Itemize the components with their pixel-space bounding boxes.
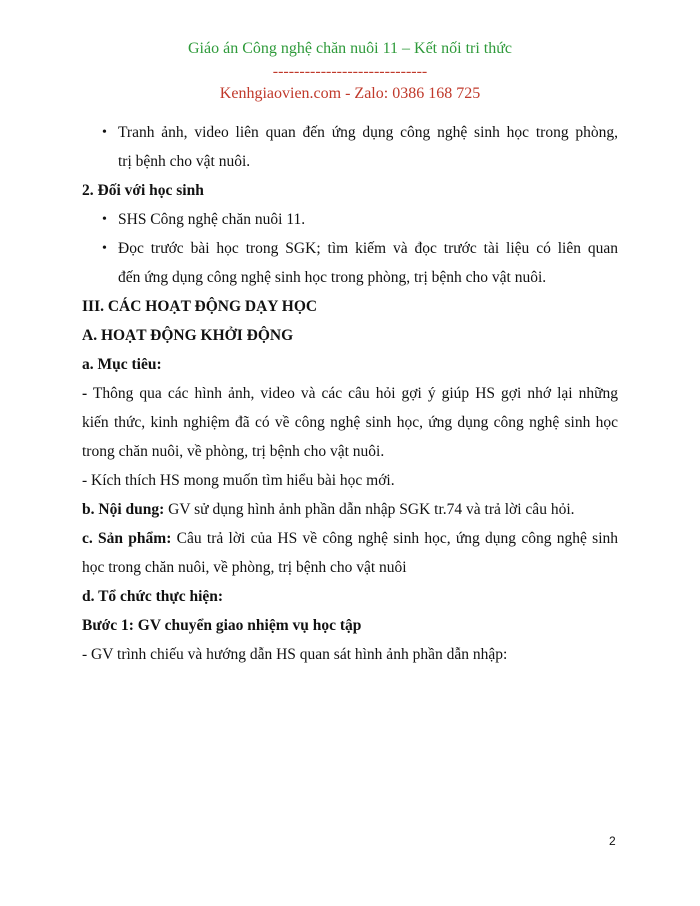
product-paragraph: c. Sản phẩm: Câu trả lời của HS về công nghệ sinh học, ứng dụng công nghệ sinh	[82, 530, 618, 547]
header-divider: -----------------------------	[272, 63, 428, 80]
bullet-item	[82, 234, 618, 263]
step-1-text: - GV trình chiếu và hướng dẫn HS quan sát hình ảnh phần dẫn nhập:	[82, 646, 508, 663]
document-header-title: Giáo án Công nghệ chăn nuôi 11 – Kết nối tri thức	[187, 40, 512, 57]
bullet-continuation: trị bệnh cho vật nuôi.	[118, 153, 251, 170]
product-paragraph-cont: học trong chăn nuôi, về phòng, trị bệnh cho vật nuôi	[82, 559, 407, 576]
bullet-item	[82, 205, 618, 234]
objective-item-2: - Kích thích HS mong muốn tìm hiểu bài học mới.	[82, 472, 395, 489]
bullet-icon: •	[102, 212, 107, 227]
objective-label: a. Mục tiêu:	[82, 356, 162, 373]
bullet-item	[82, 118, 618, 147]
organization-heading: d. Tổ chức thực hiện:	[82, 588, 224, 605]
page-number: 2	[609, 834, 616, 848]
bullet-icon: •	[102, 125, 107, 140]
header-website-contact: Kenhgiaovien.com - Zalo: 0386 168 725	[219, 85, 481, 102]
bullet-text: SHS Công nghệ chăn nuôi 11.	[118, 211, 306, 228]
document-body	[82, 118, 618, 669]
objective-paragraph-cont: trong chăn nuôi, về phòng, trị bệnh cho vật nuôi.	[82, 443, 385, 460]
objective-paragraph-cont: kiến thức, kinh nghiệm đã có về công nghệ sinh học, ứng dụng công nghệ sinh học	[82, 414, 618, 431]
section-heading-warmup: A. HOẠT ĐỘNG KHỞI ĐỘNG	[82, 327, 294, 344]
objective-paragraph: - Thông qua các hình ảnh, video và các câu hỏi gợi ý giúp HS gợi nhớ lại những	[82, 385, 618, 402]
content-paragraph: b. Nội dung: GV sử dụng hình ảnh phần dẫn nhập SGK tr.74 và trả lời câu hỏi.	[82, 501, 575, 518]
bullet-continuation: đến ứng dụng công nghệ sinh học trong phòng, trị bệnh cho vật nuôi.	[118, 269, 547, 286]
bullet-text: Đọc trước bài học trong SGK; tìm kiếm và đọc trước tài liệu có liên quan	[118, 240, 618, 257]
section-heading-students: 2. Đối với học sinh	[82, 182, 204, 199]
bullet-text: Tranh ảnh, video liên quan đến ứng dụng công nghệ sinh học trong phòng,	[118, 124, 618, 141]
bullet-icon: •	[102, 241, 107, 256]
step-1-heading: Bước 1: GV chuyển giao nhiệm vụ học tập	[82, 617, 362, 634]
section-heading-activities: III. CÁC HOẠT ĐỘNG DẠY HỌC	[82, 298, 318, 315]
